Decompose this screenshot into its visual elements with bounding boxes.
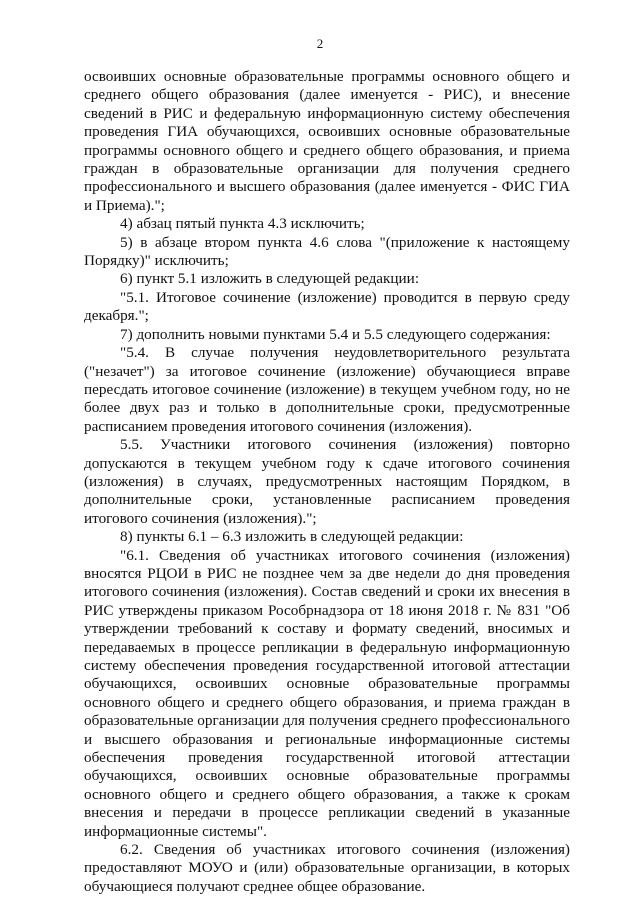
paragraph-item-4: 4) абзац пятый пункта 4.3 исключить; xyxy=(120,215,365,233)
page-number: 2 xyxy=(316,36,324,51)
paragraph-clause-5-1: "5.1. Итоговое сочинение (изложение) проводится в первую среду декабря."; xyxy=(84,288,570,325)
document-body xyxy=(84,68,570,896)
paragraph-clause-6-1: "6.1. Сведения об участниках итогового сочинения (изложения) вносятся РЦОИ в РИС не позднее чем за две недели до дня проведения итогового сочинения (изложения). Состав сведений и сроки их внесения в РИС утверждены приказом Рособрнадзора от 18 июня 2018 г. № 831 "Об утверждении требований к составу и формату сведений, вносимых и передаваемых в процессе репликации в федеральную информационную систему обеспечения проведения государственной итоговой аттестации обучающихся, освоивших основные образовательные программы основного общего и среднего общего образования, и приема граждан в образовательные организации для получения среднего профессионального и высшего образования и региональные информационные системы обеспечения проведения государственной итоговой аттестации обучающихся, освоивших основные образовательные программы основного общего и среднего общего образования, а также к срокам внесения и передачи в процессе репликации сведений в указанные информационные системы". xyxy=(84,546,570,840)
paragraph-item-8: 8) пункты 6.1 – 6.3 изложить в следующей редакции: xyxy=(120,528,464,546)
paragraph-item-7: 7) дополнить новыми пунктами 5.4 и 5.5 следующего содержания: xyxy=(120,325,551,343)
paragraph-clause-5-5: 5.5. Участники итогового сочинения (изложения) повторно допускаются в текущем учебном году к сдаче итогового сочинения (изложения) в случаях, предусмотренных настоящим Порядком, в дополнительные сроки, установленные расписанием проведения итогового сочинения (изложения)."; xyxy=(84,436,570,527)
paragraph-clause-6-2: 6.2. Сведения об участниках итогового сочинения (изложения) предоставляют МОУО и (или) образовательные организации, в которых обучающиеся получают среднее общее образование. xyxy=(84,841,570,895)
paragraph-item-6: 6) пункт 5.1 изложить в следующей редакции: xyxy=(120,270,420,288)
paragraph-clause-5-4: "5.4. В случае получения неудовлетворительного результата ("незачет") за итоговое сочинение (изложение) обучающиеся вправе пересдать итоговое сочинение (изложение) в текущем учебном году, но не более двух раз и только в дополнительные сроки, предусмотренные расписанием проведения итогового сочинения (изложения). xyxy=(84,344,570,435)
paragraph-item-5: 5) в абзаце втором пункта 4.6 слова "(приложение к настоящему Порядку)" исключить; xyxy=(84,233,570,270)
paragraph-ris-definition: освоивших основные образовательные программы основного общего и среднего общего образования (далее именуется - РИС), и внесение сведений в РИС и федеральную информационную систему обеспечения проведения ГИА обучающихся, освоивших основные образовательные программы основного общего и среднего общего образования, и приема граждан в образовательные организации для получения среднего профессионального и высшего образования (далее именуется - ФИС ГИА и Приема)."; xyxy=(84,68,570,214)
